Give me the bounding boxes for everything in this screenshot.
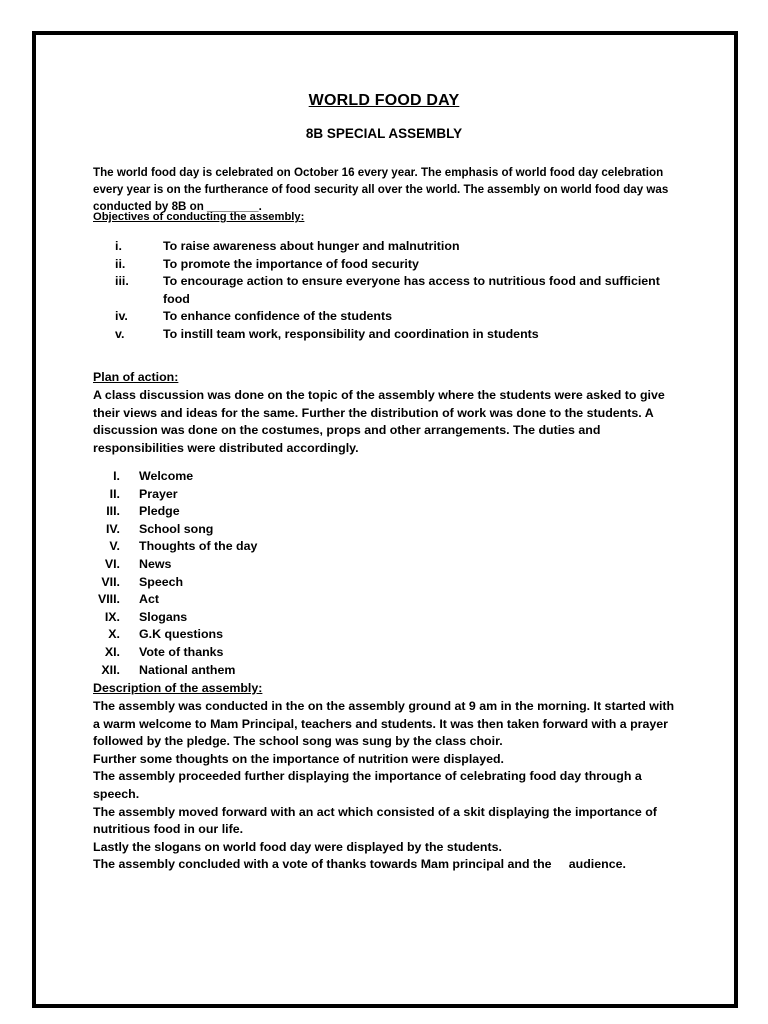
list-item-text: G.K questions [139,627,223,642]
document-subtitle: 8B SPECIAL ASSEMBLY [305,126,463,141]
list-item-number: VIII. [97,592,120,607]
description-line: The assembly moved forward with an act which consisted of a skit displaying the importance of nutritious food in our life. [93,804,657,837]
list-item [93,609,493,627]
list-item-text: News [139,556,172,571]
list-item-text: Act [139,592,159,607]
description-line: The assembly was conducted in the on the assembly ground at 9 am in the morning. It started with a warm welcome to Mam Principal, teachers and students. It was then taken forward with a prayer followed by the pledge. The school song was sung by the class choir. [93,699,675,749]
intro-paragraph: The world food day is celebrated on October 16 every year. The emphasis of world food day celebration every year is on the furtherance of food security all over the world. The assembly on world food day was conducted by 8B on ________. [93,165,669,214]
list-item-number: X. [108,627,120,642]
list-item-text: School song [139,521,214,536]
list-item-text: To promote the importance of food security [163,256,419,271]
document-title: WORLD FOOD DAY [308,92,460,109]
list-item-number: XI. [104,644,120,659]
list-item-number: V. [109,539,120,554]
list-item [93,256,683,274]
list-item [93,308,683,326]
list-item-number: v. [115,326,125,341]
list-item-text: Welcome [139,469,194,483]
list-item-number: II. [109,486,120,501]
list-item-number: IV. [105,521,120,536]
list-item [93,326,683,344]
list-item-text: To raise awareness about hunger and malnutrition [163,239,460,253]
list-item [93,556,493,574]
list-item-number: XII. [101,662,120,677]
list-item-number: ii. [115,256,126,271]
list-item [93,574,493,592]
description-line: The assembly concluded with a vote of thanks towards Mam principal and the audience. [93,857,626,872]
description-heading: Description of the assembly: [93,681,263,695]
list-item-number: VII. [101,574,120,589]
list-item-text: Pledge [139,504,180,519]
plan-heading: Plan of action: [93,370,179,384]
description-line: Lastly the slogans on world food day were displayed by the students. [93,839,502,854]
list-item [93,521,493,539]
list-item [93,626,493,644]
list-item [93,468,493,486]
description-body [93,698,683,874]
list-item [93,644,493,662]
list-item-text: Vote of thanks [139,644,224,659]
list-item-text: Thoughts of the day [139,539,258,554]
programme-list [93,468,493,679]
description-line: Further some thoughts on the importance of nutrition were displayed. [93,751,504,766]
list-item [93,486,493,504]
plan-paragraph: A class discussion was done on the topic of the assembly where the students were asked to give their views and ideas for the same. Further the distribution of work was done to the students. A discussion was done on the costumes, props and other arrangements. The duties and responsibilities were distributed accordingly. [93,388,665,455]
list-item-text: Speech [139,574,184,589]
list-item-text: National anthem [139,662,236,677]
list-item-text: To encourage action to ensure everyone has access to nutritious food and sufficient food [163,274,660,306]
list-item-number: IX. [104,609,120,624]
list-item-number: I. [113,469,120,483]
list-item-number: VI. [104,556,120,571]
list-item-number: i. [115,239,122,253]
list-item [93,503,493,521]
description-line: The assembly proceeded further displaying the importance of celebrating food day through a speech. [93,769,642,801]
list-item [93,238,683,256]
list-item [93,538,493,556]
objectives-heading: Objectives of conducting the assembly: [93,211,305,223]
list-item [93,662,493,680]
list-item-number: III. [106,504,120,519]
list-item [93,273,683,308]
list-item-text: Slogans [139,609,188,624]
list-item-text: Prayer [139,486,178,501]
objectives-list [93,238,683,343]
list-item-text: To enhance confidence of the students [163,309,393,323]
list-item-number: iv. [115,309,128,323]
list-item [93,591,493,609]
list-item-number: iii. [115,274,129,288]
list-item-text: To instill team work, responsibility and coordination in students [163,326,539,341]
